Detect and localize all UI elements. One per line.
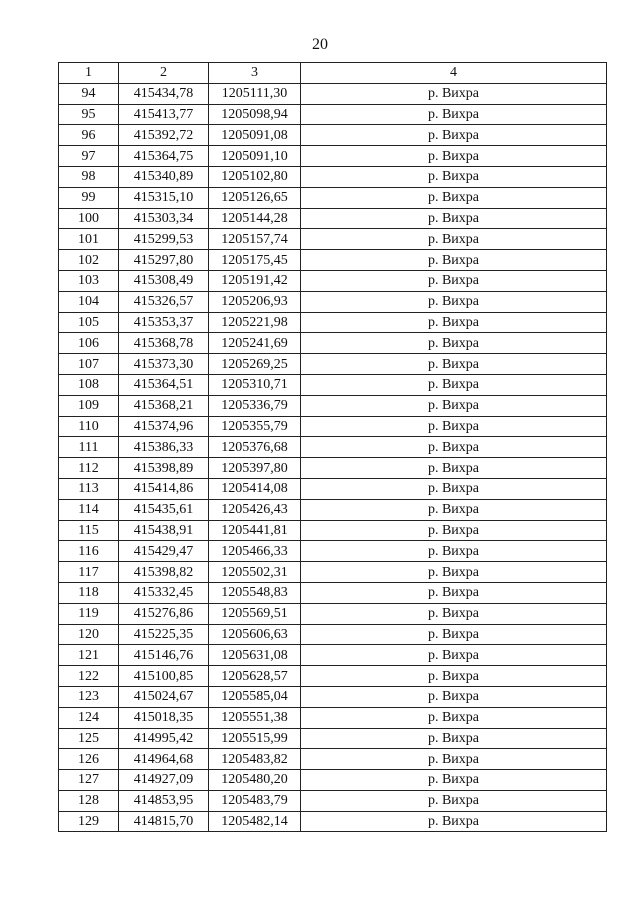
point-number-cell: 123 bbox=[59, 686, 119, 707]
y-coordinate-cell: 1205628,57 bbox=[209, 666, 301, 687]
point-number-cell: 106 bbox=[59, 333, 119, 354]
y-coordinate-cell: 1205221,98 bbox=[209, 312, 301, 333]
x-coordinate-cell: 415326,57 bbox=[119, 291, 209, 312]
description-cell: р. Вихра bbox=[301, 166, 607, 187]
point-number-cell: 129 bbox=[59, 811, 119, 832]
table-row bbox=[59, 250, 607, 271]
table-row bbox=[59, 208, 607, 229]
y-coordinate-cell: 1205482,14 bbox=[209, 811, 301, 832]
point-number-cell: 94 bbox=[59, 83, 119, 104]
column-header-1: 1 bbox=[59, 63, 119, 84]
description-cell: р. Вихра bbox=[301, 250, 607, 271]
table-row bbox=[59, 666, 607, 687]
table-row bbox=[59, 291, 607, 312]
description-cell: р. Вихра bbox=[301, 104, 607, 125]
point-number-cell: 108 bbox=[59, 374, 119, 395]
description-cell: р. Вихра bbox=[301, 458, 607, 479]
point-number-cell: 126 bbox=[59, 749, 119, 770]
y-coordinate-cell: 1205483,82 bbox=[209, 749, 301, 770]
point-number-cell: 109 bbox=[59, 395, 119, 416]
description-cell: р. Вихра bbox=[301, 395, 607, 416]
description-cell: р. Вихра bbox=[301, 582, 607, 603]
y-coordinate-cell: 1205441,81 bbox=[209, 520, 301, 541]
x-coordinate-cell: 415429,47 bbox=[119, 541, 209, 562]
table-row bbox=[59, 582, 607, 603]
y-coordinate-cell: 1205551,38 bbox=[209, 707, 301, 728]
y-coordinate-cell: 1205157,74 bbox=[209, 229, 301, 250]
x-coordinate-cell: 414927,09 bbox=[119, 770, 209, 791]
description-cell: р. Вихра bbox=[301, 333, 607, 354]
x-coordinate-cell: 415332,45 bbox=[119, 582, 209, 603]
y-coordinate-cell: 1205515,99 bbox=[209, 728, 301, 749]
point-number-cell: 122 bbox=[59, 666, 119, 687]
y-coordinate-cell: 1205631,08 bbox=[209, 645, 301, 666]
y-coordinate-cell: 1205606,63 bbox=[209, 624, 301, 645]
column-header-2: 2 bbox=[119, 63, 209, 84]
point-number-cell: 115 bbox=[59, 520, 119, 541]
y-coordinate-cell: 1205502,31 bbox=[209, 562, 301, 583]
y-coordinate-cell: 1205336,79 bbox=[209, 395, 301, 416]
table-row bbox=[59, 458, 607, 479]
y-coordinate-cell: 1205569,51 bbox=[209, 603, 301, 624]
point-number-cell: 113 bbox=[59, 478, 119, 499]
x-coordinate-cell: 414853,95 bbox=[119, 790, 209, 811]
point-number-cell: 125 bbox=[59, 728, 119, 749]
x-coordinate-cell: 415368,78 bbox=[119, 333, 209, 354]
x-coordinate-cell: 415315,10 bbox=[119, 187, 209, 208]
x-coordinate-cell: 415392,72 bbox=[119, 125, 209, 146]
point-number-cell: 120 bbox=[59, 624, 119, 645]
description-cell: р. Вихра bbox=[301, 270, 607, 291]
table-row bbox=[59, 166, 607, 187]
table-row bbox=[59, 270, 607, 291]
point-number-cell: 103 bbox=[59, 270, 119, 291]
y-coordinate-cell: 1205144,28 bbox=[209, 208, 301, 229]
description-cell: р. Вихра bbox=[301, 312, 607, 333]
x-coordinate-cell: 415398,89 bbox=[119, 458, 209, 479]
description-cell: р. Вихра bbox=[301, 603, 607, 624]
table-row bbox=[59, 354, 607, 375]
table-row bbox=[59, 790, 607, 811]
description-cell: р. Вихра bbox=[301, 478, 607, 499]
table-row bbox=[59, 520, 607, 541]
point-number-cell: 124 bbox=[59, 707, 119, 728]
y-coordinate-cell: 1205191,42 bbox=[209, 270, 301, 291]
point-number-cell: 105 bbox=[59, 312, 119, 333]
point-number-cell: 116 bbox=[59, 541, 119, 562]
y-coordinate-cell: 1205310,71 bbox=[209, 374, 301, 395]
description-cell: р. Вихра bbox=[301, 146, 607, 167]
point-number-cell: 111 bbox=[59, 437, 119, 458]
description-cell: р. Вихра bbox=[301, 770, 607, 791]
description-cell: р. Вихра bbox=[301, 125, 607, 146]
x-coordinate-cell: 414815,70 bbox=[119, 811, 209, 832]
point-number-cell: 128 bbox=[59, 790, 119, 811]
y-coordinate-cell: 1205466,33 bbox=[209, 541, 301, 562]
x-coordinate-cell: 415435,61 bbox=[119, 499, 209, 520]
y-coordinate-cell: 1205175,45 bbox=[209, 250, 301, 271]
point-number-cell: 121 bbox=[59, 645, 119, 666]
table-row bbox=[59, 395, 607, 416]
description-cell: р. Вихра bbox=[301, 811, 607, 832]
table-row bbox=[59, 83, 607, 104]
description-cell: р. Вихра bbox=[301, 749, 607, 770]
x-coordinate-cell: 415297,80 bbox=[119, 250, 209, 271]
x-coordinate-cell: 415364,51 bbox=[119, 374, 209, 395]
column-header-4: 4 bbox=[301, 63, 607, 84]
description-cell: р. Вихра bbox=[301, 666, 607, 687]
table-body bbox=[59, 83, 607, 832]
point-number-cell: 104 bbox=[59, 291, 119, 312]
x-coordinate-cell: 415434,78 bbox=[119, 83, 209, 104]
table-row bbox=[59, 187, 607, 208]
x-coordinate-cell: 415414,86 bbox=[119, 478, 209, 499]
point-number-cell: 101 bbox=[59, 229, 119, 250]
point-number-cell: 102 bbox=[59, 250, 119, 271]
x-coordinate-cell: 415373,30 bbox=[119, 354, 209, 375]
y-coordinate-cell: 1205414,08 bbox=[209, 478, 301, 499]
description-cell: р. Вихра bbox=[301, 728, 607, 749]
x-coordinate-cell: 415413,77 bbox=[119, 104, 209, 125]
description-cell: р. Вихра bbox=[301, 416, 607, 437]
description-cell: р. Вихра bbox=[301, 229, 607, 250]
y-coordinate-cell: 1205480,20 bbox=[209, 770, 301, 791]
y-coordinate-cell: 1205426,43 bbox=[209, 499, 301, 520]
y-coordinate-cell: 1205206,93 bbox=[209, 291, 301, 312]
point-number-cell: 127 bbox=[59, 770, 119, 791]
description-cell: р. Вихра bbox=[301, 208, 607, 229]
table-row bbox=[59, 624, 607, 645]
x-coordinate-cell: 415364,75 bbox=[119, 146, 209, 167]
y-coordinate-cell: 1205269,25 bbox=[209, 354, 301, 375]
coordinates-table bbox=[58, 62, 607, 832]
point-number-cell: 117 bbox=[59, 562, 119, 583]
point-number-cell: 100 bbox=[59, 208, 119, 229]
point-number-cell: 96 bbox=[59, 125, 119, 146]
point-number-cell: 97 bbox=[59, 146, 119, 167]
x-coordinate-cell: 415374,96 bbox=[119, 416, 209, 437]
y-coordinate-cell: 1205098,94 bbox=[209, 104, 301, 125]
table-row bbox=[59, 603, 607, 624]
description-cell: р. Вихра bbox=[301, 562, 607, 583]
table-row bbox=[59, 478, 607, 499]
table-row bbox=[59, 125, 607, 146]
table-row bbox=[59, 312, 607, 333]
table-row bbox=[59, 645, 607, 666]
y-coordinate-cell: 1205111,30 bbox=[209, 83, 301, 104]
table-row bbox=[59, 749, 607, 770]
description-cell: р. Вихра bbox=[301, 624, 607, 645]
description-cell: р. Вихра bbox=[301, 520, 607, 541]
table-row bbox=[59, 437, 607, 458]
description-cell: р. Вихра bbox=[301, 541, 607, 562]
x-coordinate-cell: 414964,68 bbox=[119, 749, 209, 770]
y-coordinate-cell: 1205126,65 bbox=[209, 187, 301, 208]
table-row bbox=[59, 707, 607, 728]
x-coordinate-cell: 415276,86 bbox=[119, 603, 209, 624]
y-coordinate-cell: 1205091,10 bbox=[209, 146, 301, 167]
point-number-cell: 98 bbox=[59, 166, 119, 187]
x-coordinate-cell: 414995,42 bbox=[119, 728, 209, 749]
y-coordinate-cell: 1205397,80 bbox=[209, 458, 301, 479]
description-cell: р. Вихра bbox=[301, 83, 607, 104]
x-coordinate-cell: 415299,53 bbox=[119, 229, 209, 250]
x-coordinate-cell: 415353,37 bbox=[119, 312, 209, 333]
description-cell: р. Вихра bbox=[301, 645, 607, 666]
table-row bbox=[59, 541, 607, 562]
x-coordinate-cell: 415024,67 bbox=[119, 686, 209, 707]
point-number-cell: 99 bbox=[59, 187, 119, 208]
table-row bbox=[59, 146, 607, 167]
x-coordinate-cell: 415386,33 bbox=[119, 437, 209, 458]
description-cell: р. Вихра bbox=[301, 187, 607, 208]
point-number-cell: 114 bbox=[59, 499, 119, 520]
table-header-row bbox=[59, 63, 607, 84]
x-coordinate-cell: 415146,76 bbox=[119, 645, 209, 666]
description-cell: р. Вихра bbox=[301, 707, 607, 728]
description-cell: р. Вихра bbox=[301, 790, 607, 811]
x-coordinate-cell: 415340,89 bbox=[119, 166, 209, 187]
table-row bbox=[59, 728, 607, 749]
y-coordinate-cell: 1205585,04 bbox=[209, 686, 301, 707]
y-coordinate-cell: 1205548,83 bbox=[209, 582, 301, 603]
description-cell: р. Вихра bbox=[301, 374, 607, 395]
y-coordinate-cell: 1205483,79 bbox=[209, 790, 301, 811]
x-coordinate-cell: 415018,35 bbox=[119, 707, 209, 728]
table-row bbox=[59, 333, 607, 354]
y-coordinate-cell: 1205241,69 bbox=[209, 333, 301, 354]
y-coordinate-cell: 1205102,80 bbox=[209, 166, 301, 187]
table-row bbox=[59, 416, 607, 437]
table-row bbox=[59, 770, 607, 791]
x-coordinate-cell: 415225,35 bbox=[119, 624, 209, 645]
x-coordinate-cell: 415100,85 bbox=[119, 666, 209, 687]
point-number-cell: 107 bbox=[59, 354, 119, 375]
point-number-cell: 112 bbox=[59, 458, 119, 479]
x-coordinate-cell: 415303,34 bbox=[119, 208, 209, 229]
y-coordinate-cell: 1205376,68 bbox=[209, 437, 301, 458]
table-row bbox=[59, 686, 607, 707]
description-cell: р. Вихра bbox=[301, 499, 607, 520]
point-number-cell: 95 bbox=[59, 104, 119, 125]
description-cell: р. Вихра bbox=[301, 291, 607, 312]
x-coordinate-cell: 415438,91 bbox=[119, 520, 209, 541]
table-row bbox=[59, 374, 607, 395]
point-number-cell: 110 bbox=[59, 416, 119, 437]
description-cell: р. Вихра bbox=[301, 686, 607, 707]
x-coordinate-cell: 415308,49 bbox=[119, 270, 209, 291]
table-row bbox=[59, 811, 607, 832]
page-number: 20 bbox=[312, 36, 328, 53]
x-coordinate-cell: 415368,21 bbox=[119, 395, 209, 416]
y-coordinate-cell: 1205091,08 bbox=[209, 125, 301, 146]
y-coordinate-cell: 1205355,79 bbox=[209, 416, 301, 437]
table-row bbox=[59, 229, 607, 250]
x-coordinate-cell: 415398,82 bbox=[119, 562, 209, 583]
column-header-3: 3 bbox=[209, 63, 301, 84]
description-cell: р. Вихра bbox=[301, 437, 607, 458]
table-row bbox=[59, 104, 607, 125]
table-row bbox=[59, 562, 607, 583]
description-cell: р. Вихра bbox=[301, 354, 607, 375]
table-row bbox=[59, 499, 607, 520]
point-number-cell: 118 bbox=[59, 582, 119, 603]
point-number-cell: 119 bbox=[59, 603, 119, 624]
